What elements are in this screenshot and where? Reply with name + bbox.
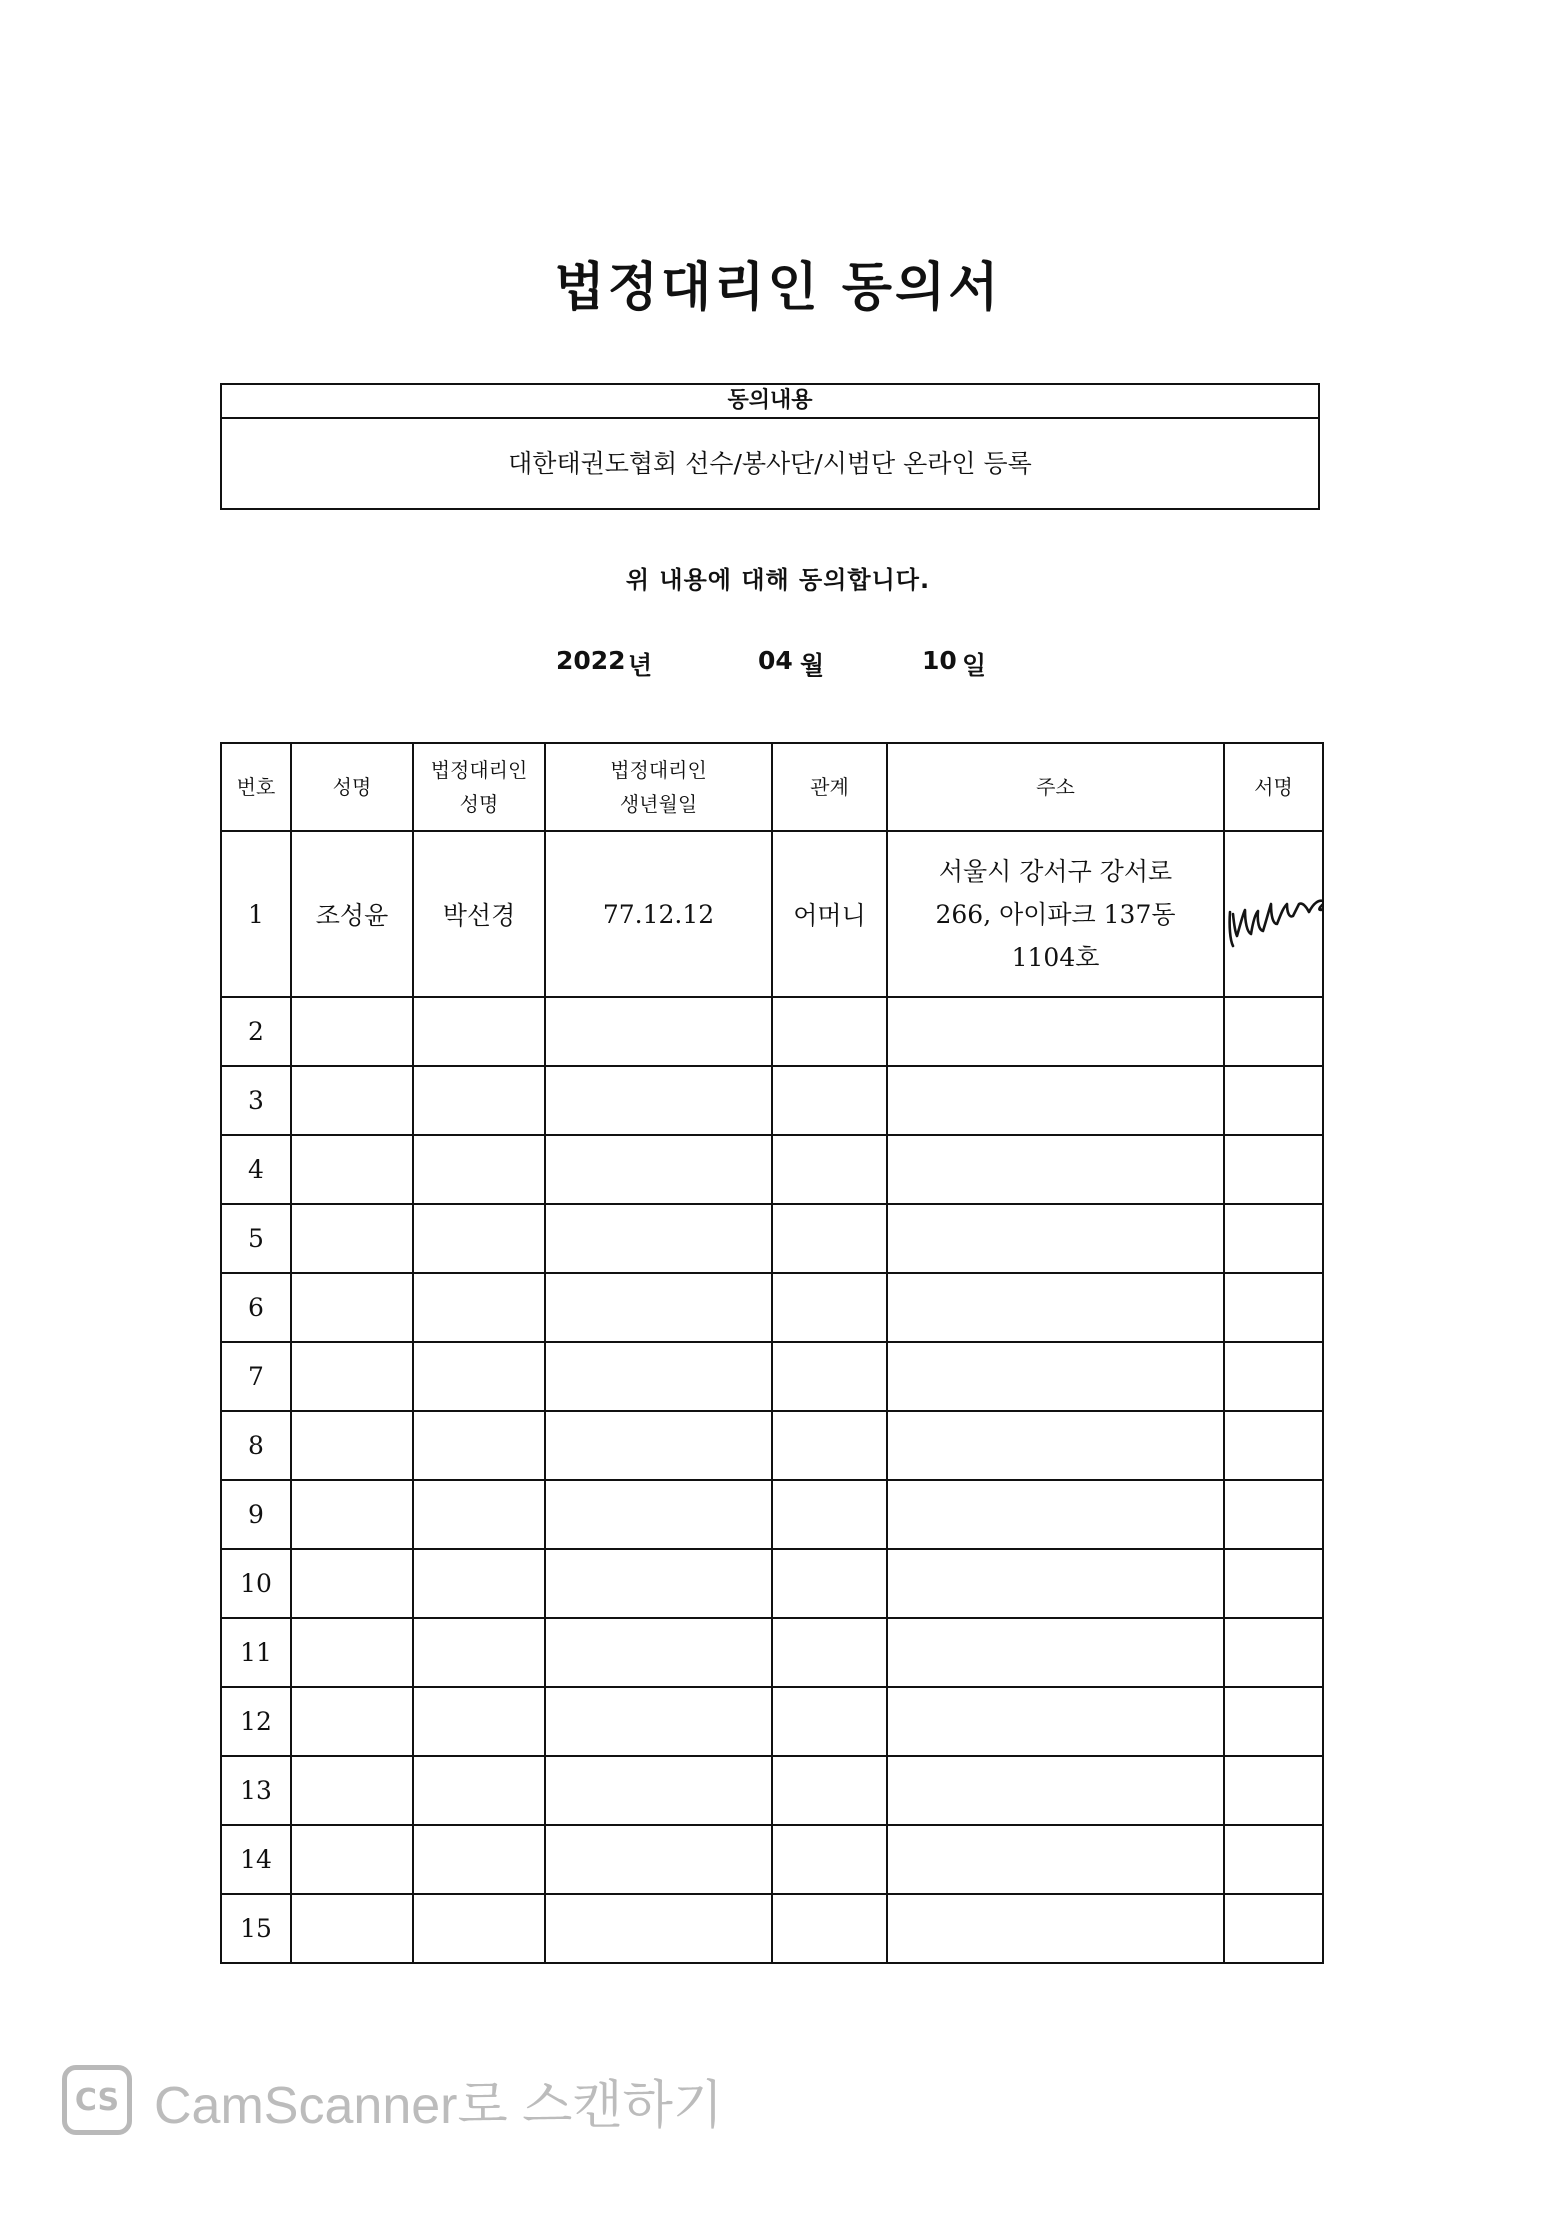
cell-signature (1224, 1066, 1323, 1135)
table-row (221, 1618, 1323, 1687)
cell-guardian-name: 박선경 (413, 831, 545, 997)
table-row (221, 1549, 1323, 1618)
date-year-unit: 년 (628, 651, 653, 680)
cell-guardian-name (413, 1894, 545, 1963)
header-guardian-name: 법정대리인 성명 (413, 743, 545, 831)
cell-relation (772, 1204, 887, 1273)
cell-guardian-birth (545, 1273, 772, 1342)
table-row (221, 1204, 1323, 1273)
cell-signature (1224, 1618, 1323, 1687)
table-row (221, 1480, 1323, 1549)
cell-no: 12 (221, 1687, 291, 1756)
cell-guardian-birth (545, 997, 772, 1066)
cell-guardian-name (413, 1618, 545, 1687)
handwritten-signature (1225, 874, 1323, 954)
cell-guardian-birth (545, 1687, 772, 1756)
cell-address: 서울시 강서구 강서로 266, 아이파크 137동 1104호 (887, 831, 1224, 997)
cell-relation (772, 1135, 887, 1204)
table-row (221, 1273, 1323, 1342)
cell-guardian-birth (545, 1894, 772, 1963)
cell-guardian-name (413, 1825, 545, 1894)
table-row (221, 831, 1323, 997)
date-month-unit: 월 (800, 651, 825, 680)
cell-no: 1 (221, 831, 291, 997)
cell-signature (1224, 1687, 1323, 1756)
cell-name (291, 1618, 413, 1687)
cell-no: 10 (221, 1549, 291, 1618)
cell-name (291, 1273, 413, 1342)
cell-name (291, 1756, 413, 1825)
cell-name (291, 997, 413, 1066)
cell-guardian-name (413, 1204, 545, 1273)
cell-address (887, 1549, 1224, 1618)
cell-relation (772, 997, 887, 1066)
cell-address (887, 1342, 1224, 1411)
table-row (221, 1894, 1323, 1963)
cell-signature (1224, 1549, 1323, 1618)
watermark-text: CamScanner로 스캔하기 (154, 2076, 724, 2135)
cell-relation (772, 1549, 887, 1618)
date-year: 2022 (556, 646, 626, 675)
cell-guardian-birth (545, 1411, 772, 1480)
cell-relation (772, 1273, 887, 1342)
cell-guardian-name (413, 1342, 545, 1411)
cell-name (291, 1825, 413, 1894)
cell-address (887, 1825, 1224, 1894)
document-title: 법정대리인 동의서 (554, 258, 1002, 318)
cell-guardian-birth (545, 1135, 772, 1204)
cell-no: 2 (221, 997, 291, 1066)
cell-guardian-birth (545, 1066, 772, 1135)
cell-guardian-name (413, 1273, 545, 1342)
date-row (0, 646, 1556, 686)
cell-relation (772, 1342, 887, 1411)
table-row (221, 1066, 1323, 1135)
consent-header: 동의내용 (222, 385, 1318, 419)
header-signature: 서명 (1224, 743, 1323, 831)
agreement-statement: 위 내용에 대해 동의합니다. (625, 566, 931, 594)
cell-relation (772, 1825, 887, 1894)
header-no: 번호 (221, 743, 291, 831)
cell-signature (1224, 831, 1323, 997)
cell-no: 9 (221, 1480, 291, 1549)
consent-box (220, 383, 1320, 510)
cell-no: 4 (221, 1135, 291, 1204)
date-day: 10 (922, 646, 957, 675)
cell-signature (1224, 1825, 1323, 1894)
cell-relation (772, 1756, 887, 1825)
date-day-unit: 일 (962, 651, 987, 680)
cell-address (887, 1894, 1224, 1963)
cell-signature (1224, 1411, 1323, 1480)
table-header-row (221, 743, 1323, 831)
cell-no: 14 (221, 1825, 291, 1894)
date-month: 04 (758, 646, 793, 675)
cell-address (887, 1204, 1224, 1273)
cell-no: 3 (221, 1066, 291, 1135)
cell-no: 8 (221, 1411, 291, 1480)
cell-name (291, 1204, 413, 1273)
cell-guardian-name (413, 997, 545, 1066)
cell-guardian-birth (545, 1825, 772, 1894)
cell-address (887, 1480, 1224, 1549)
cell-name (291, 1066, 413, 1135)
cell-guardian-name (413, 1687, 545, 1756)
cell-name (291, 1342, 413, 1411)
consent-content: 대한태권도협회 선수/봉사단/시범단 온라인 등록 (508, 449, 1032, 478)
header-name: 성명 (291, 743, 413, 831)
cell-guardian-birth (545, 1204, 772, 1273)
cell-no: 15 (221, 1894, 291, 1963)
cell-guardian-name (413, 1549, 545, 1618)
guardian-table (220, 742, 1324, 1964)
cell-guardian-birth (545, 1549, 772, 1618)
cell-address (887, 1411, 1224, 1480)
cell-signature (1224, 1894, 1323, 1963)
cell-name (291, 1480, 413, 1549)
cell-name (291, 1687, 413, 1756)
table-row (221, 1687, 1323, 1756)
cell-address (887, 997, 1224, 1066)
cell-address (887, 1135, 1224, 1204)
cell-guardian-birth (545, 1342, 772, 1411)
cell-address (887, 1756, 1224, 1825)
table-row (221, 1825, 1323, 1894)
cell-guardian-name (413, 1066, 545, 1135)
cell-no: 6 (221, 1273, 291, 1342)
cell-relation (772, 1411, 887, 1480)
cell-guardian-name (413, 1135, 545, 1204)
cell-relation (772, 1480, 887, 1549)
cell-relation (772, 1618, 887, 1687)
cell-guardian-name (413, 1756, 545, 1825)
cell-name (291, 1135, 413, 1204)
table-row (221, 1756, 1323, 1825)
cell-relation (772, 1066, 887, 1135)
cell-address (887, 1687, 1224, 1756)
table-row (221, 1342, 1323, 1411)
camscanner-logo-icon: CS (62, 2065, 132, 2135)
table-row (221, 1135, 1323, 1204)
cell-name (291, 1549, 413, 1618)
cell-no: 11 (221, 1618, 291, 1687)
header-relation: 관계 (772, 743, 887, 831)
cell-signature (1224, 1135, 1323, 1204)
cell-address (887, 1273, 1224, 1342)
cell-signature (1224, 1756, 1323, 1825)
cell-guardian-name (413, 1480, 545, 1549)
cell-name (291, 1894, 413, 1963)
cell-guardian-birth (545, 1618, 772, 1687)
cell-guardian-birth: 77.12.12 (545, 831, 772, 997)
cell-name (291, 1411, 413, 1480)
cell-signature (1224, 1342, 1323, 1411)
header-address: 주소 (887, 743, 1224, 831)
camscanner-watermark (62, 2062, 723, 2138)
table-row (221, 997, 1323, 1066)
cell-no: 7 (221, 1342, 291, 1411)
cell-signature (1224, 1204, 1323, 1273)
cell-address (887, 1066, 1224, 1135)
cell-address (887, 1618, 1224, 1687)
cell-relation (772, 1894, 887, 1963)
cell-signature (1224, 1273, 1323, 1342)
cell-guardian-name (413, 1411, 545, 1480)
cell-relation (772, 1687, 887, 1756)
cell-signature (1224, 997, 1323, 1066)
cell-no: 5 (221, 1204, 291, 1273)
cell-relation: 어머니 (772, 831, 887, 997)
header-guardian-birth: 법정대리인 생년월일 (545, 743, 772, 831)
cell-name: 조성윤 (291, 831, 413, 997)
cell-no: 13 (221, 1756, 291, 1825)
cell-guardian-birth (545, 1480, 772, 1549)
table-row (221, 1411, 1323, 1480)
cell-guardian-birth (545, 1756, 772, 1825)
cell-signature (1224, 1480, 1323, 1549)
